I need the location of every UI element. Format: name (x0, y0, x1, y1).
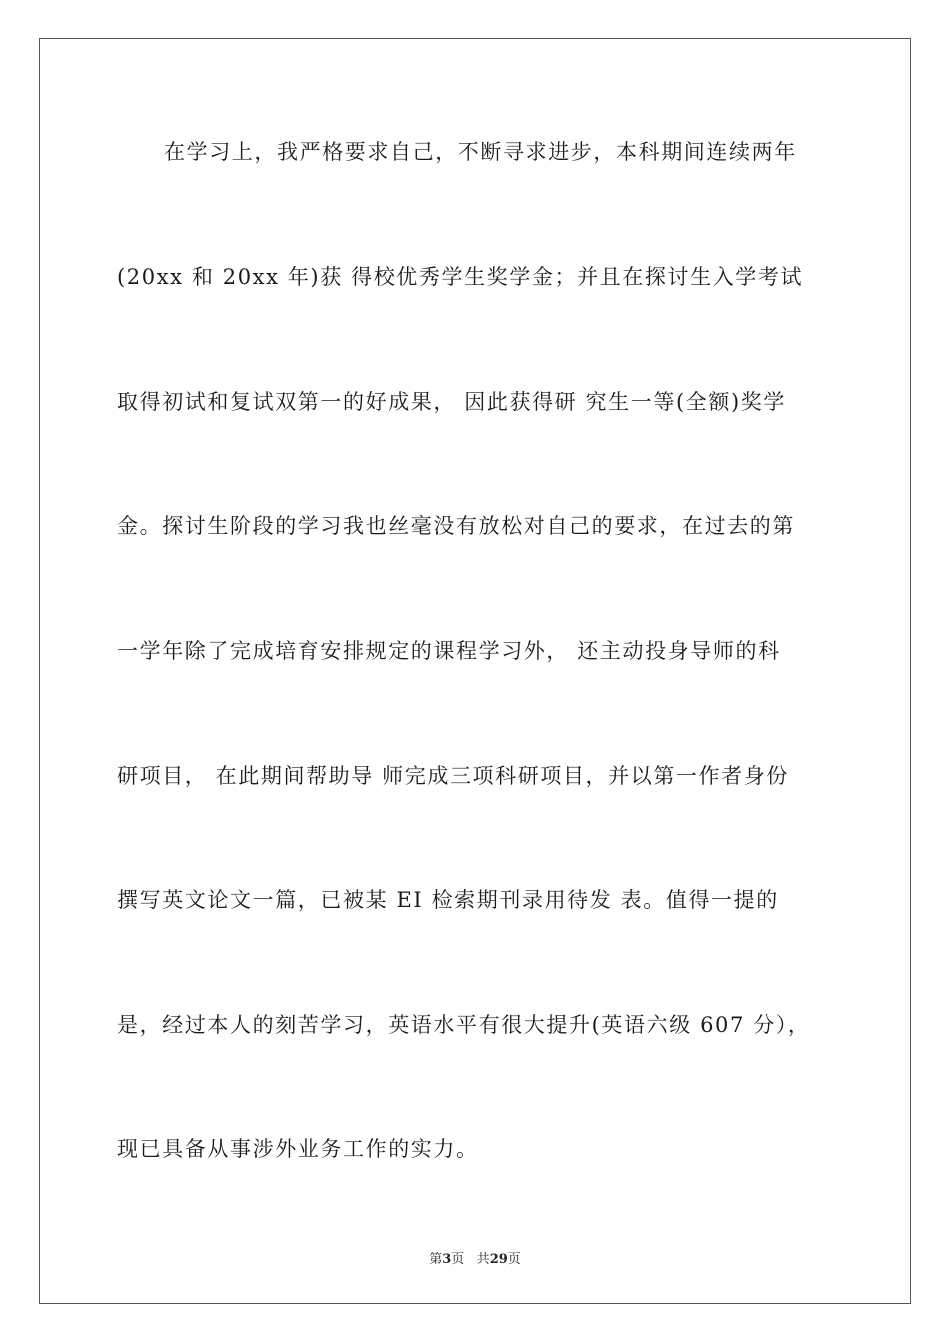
paragraph-line-6: 研项目， 在此期间帮助导 师完成三项科研项目，并以第一作者身份 (117, 764, 789, 788)
page-footer (0, 1248, 950, 1267)
paragraph-line-5: 一学年除了完成培育安排规定的课程学习外， 还主动投身导师的科 (117, 639, 781, 663)
paragraph-line-4: 金。探讨生阶段的学习我也丝毫没有放松对自己的要求，在过去的第 (117, 514, 795, 538)
paragraph-line-7: 撰写英文论文一篇，已被某 EI 检索期刊录用待发 表。值得一提的 (117, 888, 779, 912)
paragraph-line-2: (20xx 和 20xx 年)获 得校优秀学生奖学金；并且在探讨生入学考试 (117, 265, 804, 289)
page-border (39, 38, 911, 1304)
total-pages: 共29页 (476, 1252, 521, 1267)
paragraph-line-3: 取得初试和复试双第一的好成果， 因此获得研 究生一等(全额)奖学 (117, 390, 786, 414)
paragraph-line-9: 现已具备从事涉外业务工作的实力。 (117, 1137, 479, 1161)
paragraph-line-1: 在学习上，我严格要求自己，不断寻求进步，本科期间连续两年 (164, 140, 797, 164)
paragraph-line-8: 是，经过本人的刻苦学习，英语水平有很大提升(英语六级 607 分）， (117, 1013, 811, 1037)
page-number: 第3页 (429, 1252, 465, 1267)
